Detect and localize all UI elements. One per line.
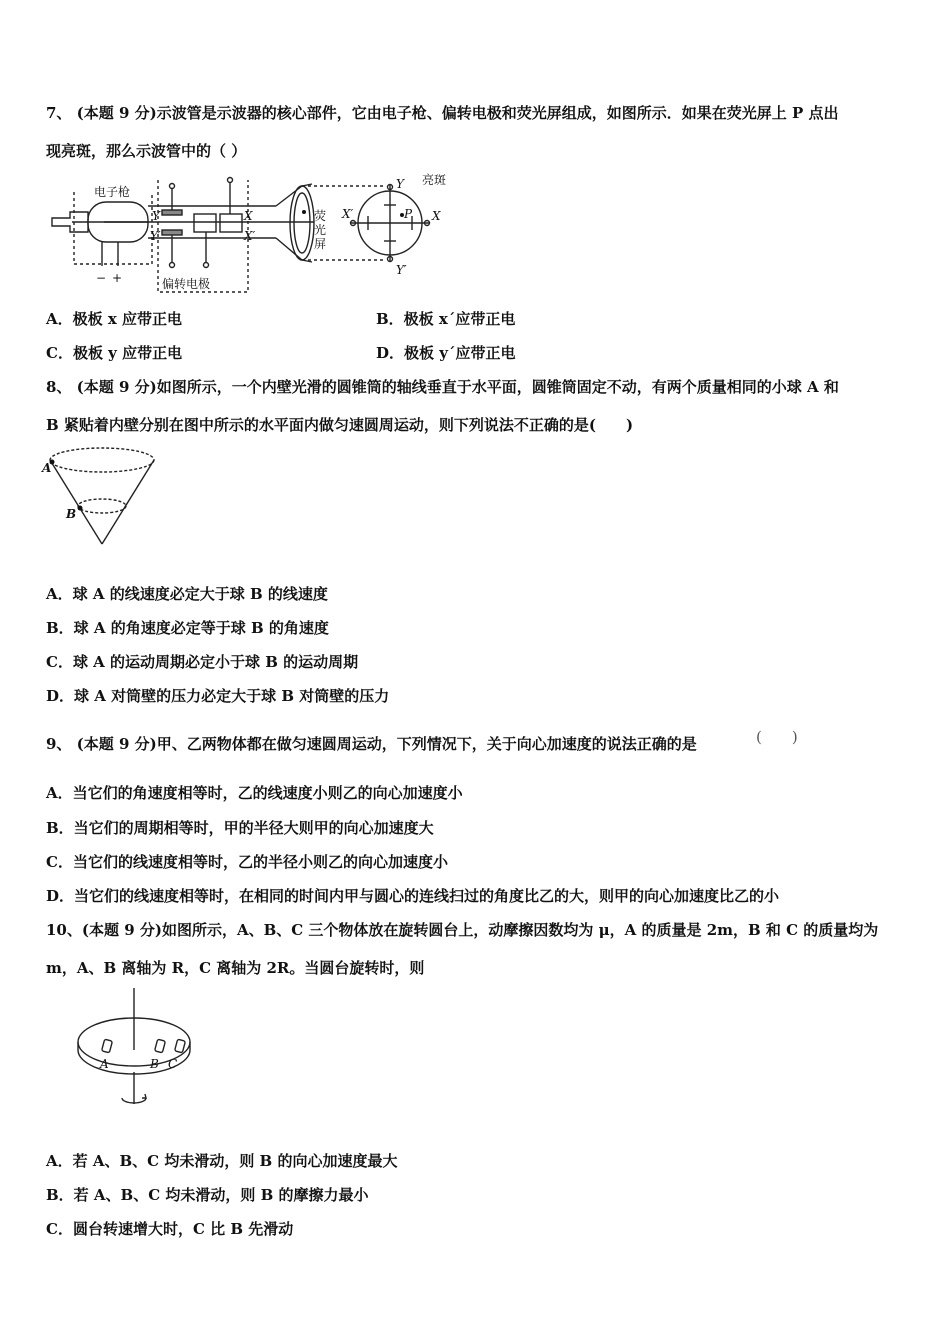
q7-stem-line2: 现亮斑，那么示波管中的（ ）: [46, 142, 247, 160]
svg-text:X′: X′: [244, 229, 256, 243]
oscilloscope-figure: [44, 170, 464, 298]
svg-text:+: +: [112, 271, 123, 285]
svg-text:光: 光: [314, 223, 327, 237]
q9-option-a[interactable]: A．当它们的角速度相等时，乙的线速度小则乙的向心加速度小: [46, 784, 463, 802]
q9-stem-line1: 9、 (本题 9 分)甲、乙两物体都在做匀速圆周运动，下列情况下，关于向心加速度的说法正确的是: [46, 735, 697, 753]
q8-stem-line2: B 紧贴着内壁分别在图中所示的水平面内做匀速圆周运动，则下列说法不正确的是( ): [46, 416, 634, 434]
svg-text:A: A: [42, 461, 52, 475]
svg-text:亮斑: 亮斑: [422, 173, 447, 187]
q8-option-d[interactable]: D．球 A 对筒壁的压力必定大于球 B 对筒壁的压力: [46, 687, 390, 705]
q8-option-b[interactable]: B．球 A 的角速度必定等于球 B 的角速度: [46, 619, 329, 637]
q8-option-a[interactable]: A．球 A 的线速度必定大于球 B 的线速度: [46, 585, 328, 603]
q10-stem-line2: m，A、B 离轴为 R，C 离轴为 2R。当圆台旋转时，则: [46, 959, 425, 977]
q9-answer-bracket: ( ): [756, 728, 798, 746]
q10-option-b[interactable]: B．若 A、B、C 均未滑动，则 B 的摩擦力最小: [46, 1186, 369, 1204]
q10-option-a[interactable]: A．若 A、B、C 均未滑动，则 B 的向心加速度最大: [46, 1152, 398, 1170]
svg-text:−: −: [96, 271, 107, 285]
cone-figure: [40, 442, 170, 550]
svg-text:P: P: [404, 207, 413, 221]
svg-text:屏: 屏: [314, 237, 327, 251]
svg-text:X: X: [244, 209, 253, 223]
svg-text:A: A: [100, 1057, 109, 1071]
q7-option-a[interactable]: A．极板 x 应带正电: [46, 310, 183, 328]
svg-text:Y: Y: [152, 209, 160, 223]
q8-stem-line1: 8、 (本题 9 分)如图所示，一个内壁光滑的圆锥筒的轴线垂直于水平面，圆锥筒固定不动，有两个质量相同的小球 A 和: [46, 378, 839, 396]
q8-option-c[interactable]: C．球 A 的运动周期必定小于球 B 的运动周期: [46, 653, 359, 671]
svg-text:电子枪: 电子枪: [94, 185, 131, 199]
q9-option-d[interactable]: D．当它们的线速度相等时，在相同的时间内甲与圆心的连线扫过的角度比乙的大，则甲的向心加速度比乙的小: [46, 887, 780, 905]
svg-text:Y′: Y′: [150, 229, 161, 243]
q7-stem-line1: 7、 (本题 9 分)示波管是示波器的核心部件，它由电子枪、偏转电极和荧光屏组成，如图所示．如果在荧光屏上 P 点出: [46, 104, 839, 122]
svg-text:B: B: [66, 507, 77, 521]
svg-text:B: B: [150, 1057, 159, 1071]
q10-stem-line1: 10、(本题 9 分)如图所示，A、B、C 三个物体放在旋转圆台上，动摩擦因数均为 μ，A 的质量是 2m，B 和 C 的质量均为: [46, 921, 879, 939]
turntable-figure: [70, 986, 210, 1120]
svg-text:偏转电极: 偏转电极: [162, 277, 211, 291]
svg-text:Y: Y: [396, 177, 404, 191]
q7-option-c[interactable]: C．极板 y 应带正电: [46, 344, 183, 362]
q9-option-b[interactable]: B．当它们的周期相等时，甲的半径大则甲的向心加速度大: [46, 819, 434, 837]
q7-option-b[interactable]: B．极板 x´应带正电: [376, 310, 516, 328]
svg-text:X′: X′: [342, 207, 354, 221]
q9-option-c[interactable]: C．当它们的线速度相等时，乙的半径小则乙的向心加速度小: [46, 853, 448, 871]
q10-option-c[interactable]: C．圆台转速增大时，C 比 B 先滑动: [46, 1220, 294, 1238]
svg-text:X: X: [432, 209, 441, 223]
svg-text:荧: 荧: [314, 209, 327, 223]
svg-text:Y′: Y′: [396, 263, 407, 277]
svg-text:C: C: [168, 1057, 178, 1071]
q7-option-d[interactable]: D．极板 y´应带正电: [376, 344, 516, 362]
